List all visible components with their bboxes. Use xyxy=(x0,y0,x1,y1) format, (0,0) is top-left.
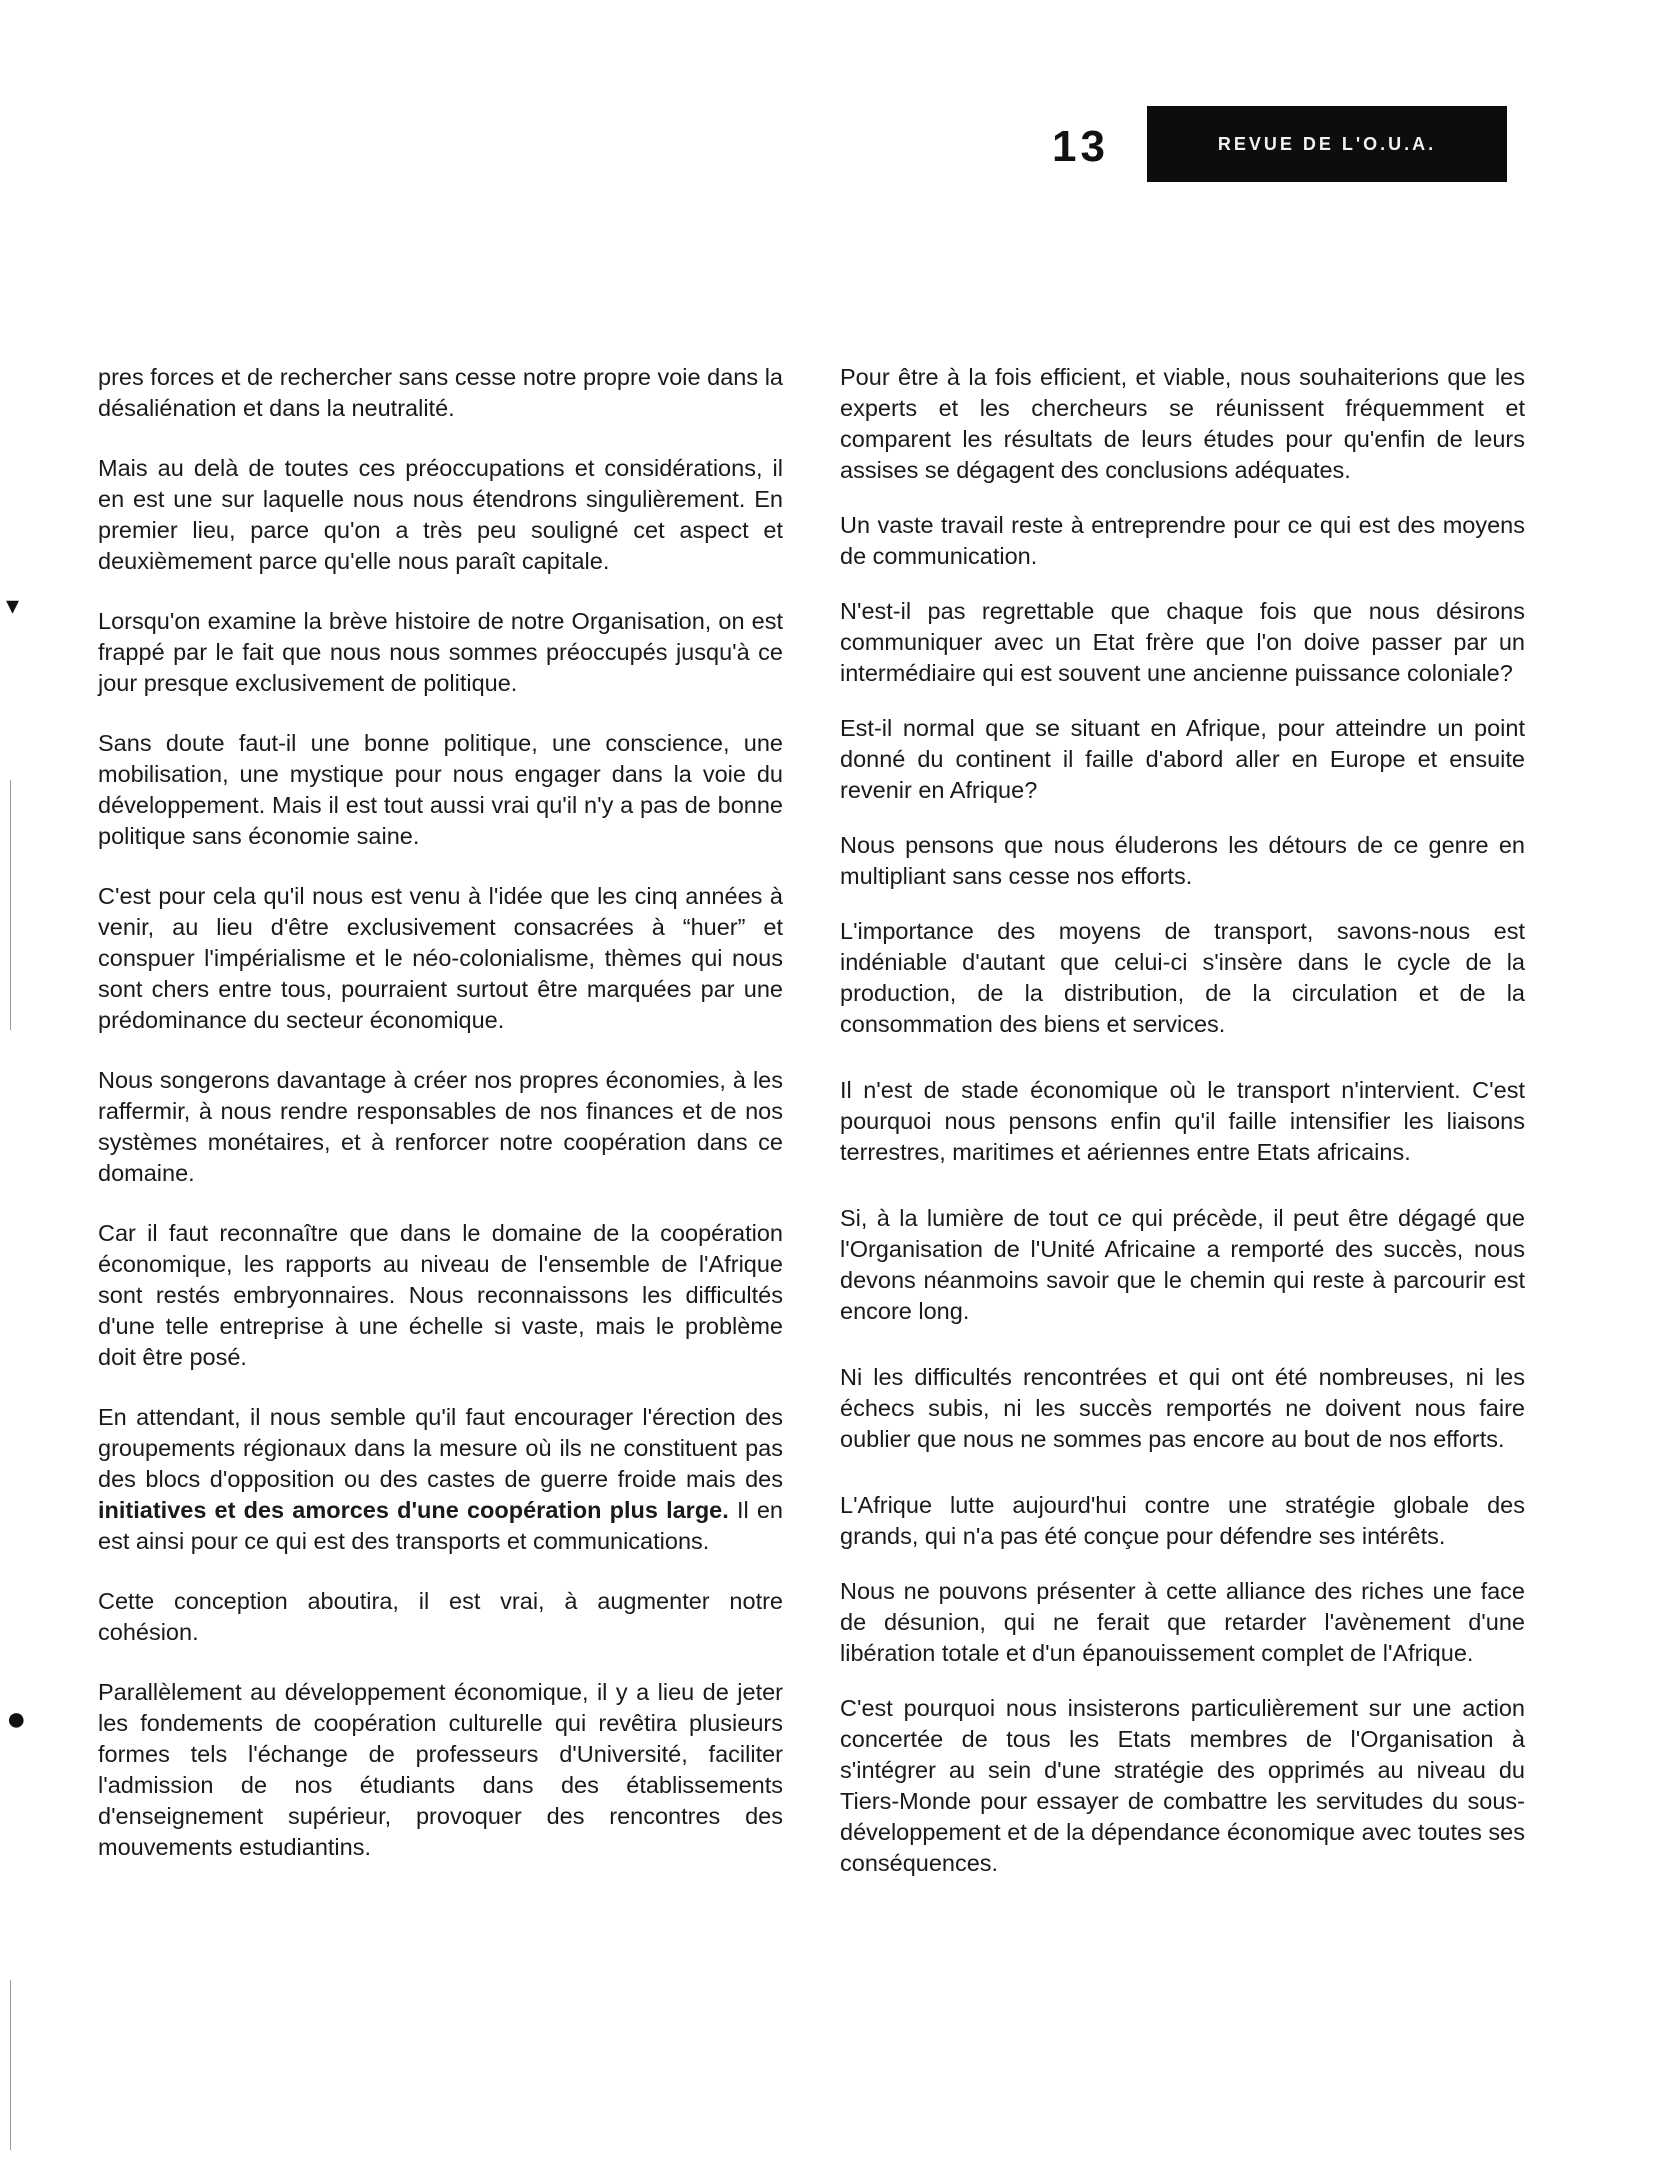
paragraph: C'est pour cela qu'il nous est venu à l'idée que les cinq années à venir, au lieu d'être exclusivement consacrées à “huer” et conspuer l'impérialisme et le néo-colonialisme, thèmes qui nous sont chers entre tous, pourraient surtout être marquées par une prédominance du secteur économique. xyxy=(98,883,783,1033)
paragraph: Ni les difficultés rencontrées et qui ont été nombreuses, ni les échecs subis, ni les succès remportés ne doivent nous faire oublier que nous ne sommes pas encore au bout de nos efforts. xyxy=(840,1364,1525,1452)
paragraph: C'est pourquoi nous insisterons particulièrement sur une action concertée de tous les Etats membres de l'Organisation à s'intégrer au sein d'une stratégie des opprimés au niveau du Tiers-Monde pour essayer de combattre les servitudes du sous-développement et de la dépendance économique avec toutes ses conséquences. xyxy=(840,1695,1525,1876)
scan-edge-line xyxy=(10,1980,11,2150)
paragraph: Sans doute faut-il une bonne politique, une conscience, une mobilisation, une mystique pour nous engager dans la voie du développement. Mais il est tout aussi vrai qu'il n'y a pas de bonne politique sans économie saine. xyxy=(98,730,783,849)
paragraph: Mais au delà de toutes ces préoccupations et considérations, il en est une sur laquelle nous nous étendrons singulièrement. En premier lieu, parce qu'on a très peu souligné cet aspect et deuxièmement parce qu'elle nous paraît capitale. xyxy=(98,455,783,574)
scan-edge-mark: ● xyxy=(6,1700,27,1738)
paragraph: Nous songerons davantage à créer nos propres économies, à les raffermir, à nous rendre responsables de nos finances et de nos systèmes monétaires, et à renforcer notre coopération dans ce domaine. xyxy=(98,1067,783,1186)
paragraph: Nous pensons que nous éluderons les détours de ce genre en multipliant sans cesse nos efforts. xyxy=(840,832,1525,889)
paragraph: Si, à la lumière de tout ce qui précède, il peut être dégagé que l'Organisation de l'Unité Africaine a remporté des succès, nous devons néanmoins savoir que le chemin qui reste à parcourir est encore long. xyxy=(840,1205,1525,1324)
paragraph: Nous ne pouvons présenter à cette alliance des riches une face de désunion, qui ne ferait que retarder l'avènement d'une libération totale et d'un épanouissement complet de l'Afrique. xyxy=(840,1578,1525,1666)
paragraph: L'importance des moyens de transport, savons-nous est indéniable d'autant que celui-ci s'insère dans le cycle de la production, de la distribution, de la circulation et de la consommation des biens et services. xyxy=(840,918,1525,1037)
right-column xyxy=(840,362,1525,1903)
paragraph: Parallèlement au développement économique, il y a lieu de jeter les fondements de coopération culturelle qui revêtira plusieurs formes tels l'échange de professeurs d'Université, faciliter l'admission de nos étudiants dans des établissements d'enseignement supérieur, provoquer des rencontres des mouvements estudiantins. xyxy=(98,1679,783,1860)
paragraph: N'est-il pas regrettable que chaque fois que nous désirons communiquer avec un Etat frère que l'on doive passer par un intermédiaire qui est souvent une ancienne puissance coloniale? xyxy=(840,598,1525,686)
emphasis-text: initiatives et des amorces d'une coopération plus large. xyxy=(98,1497,729,1523)
paragraph: pres forces et de rechercher sans cesse notre propre voie dans la désaliénation et dans la neutralité. xyxy=(98,364,783,421)
paragraph: Un vaste travail reste à entreprendre pour ce qui est des moyens de communication. xyxy=(840,512,1525,569)
scan-edge-line xyxy=(10,780,11,1030)
paragraph-text: Il en est ainsi pour ce qui est des transports et communications. xyxy=(98,1497,783,1554)
paragraph: L'Afrique lutte aujourd'hui contre une stratégie globale des grands, qui n'a pas été conçue pour défendre ses intérêts. xyxy=(840,1492,1525,1549)
paragraph-text: En attendant, il nous semble qu'il faut encourager l'érection des groupements régionaux dans la mesure où ils ne constituent pas des blocs d'opposition ou des castes de guerre froide mais des xyxy=(98,1404,783,1492)
paragraph: Pour être à la fois efficient, et viable, nous souhaiterions que les experts et les chercheurs se réunissent fréquemment et comparent les résultats de leurs études pour qu'enfin de leurs assises se dégagent des conclusions adéquates. xyxy=(840,364,1525,483)
paragraph: Cette conception aboutira, il est vrai, à augmenter notre cohésion. xyxy=(98,1588,783,1645)
page-number: 13 xyxy=(1052,122,1109,171)
paragraph-with-emphasis xyxy=(98,1402,783,1557)
journal-header-band xyxy=(1147,106,1507,182)
paragraph: Est-il normal que se situant en Afrique, pour atteindre un point donné du continent il faille d'abord aller en Europe et ensuite revenir en Afrique? xyxy=(840,715,1525,803)
paragraph: Il n'est de stade économique où le transport n'intervient. C'est pourquoi nous pensons enfin qu'il faille intensifier les liaisons terrestres, maritimes et aériennes entre Etats africains. xyxy=(840,1077,1525,1165)
scan-edge-mark: ▾ xyxy=(6,590,20,620)
journal-title: REVUE DE L'O.U.A. xyxy=(1217,133,1437,154)
paragraph: Lorsqu'on examine la brève histoire de notre Organisation, on est frappé par le fait que nous nous sommes préoccupés jusqu'à ce jour presque exclusivement de politique. xyxy=(98,608,783,696)
left-column xyxy=(98,362,783,1892)
paragraph: Car il faut reconnaître que dans le domaine de la coopération économique, les rapports au niveau de l'ensemble de l'Afrique sont restés embryonnaires. Nous reconnaissons les difficultés d'une telle entreprise à une échelle si vaste, mais le problème doit être posé. xyxy=(98,1220,783,1370)
